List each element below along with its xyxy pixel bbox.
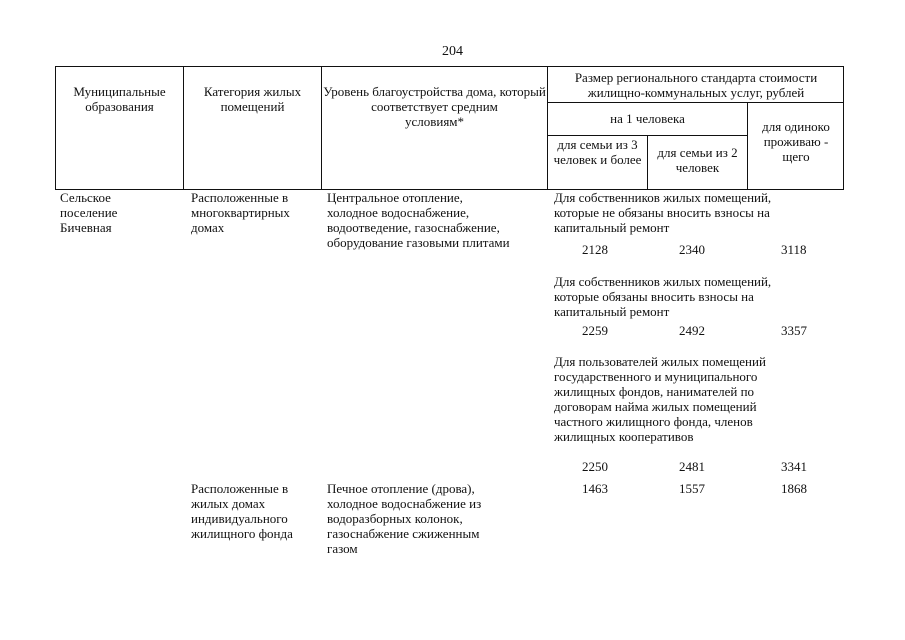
group-3-single-value: 3341 (781, 459, 807, 474)
group-2-single-value: 3357 (781, 323, 807, 338)
header-family3: для семьи из 3 человек и более (553, 137, 642, 167)
row-2-single-value: 1868 (781, 481, 807, 496)
group-2-label: Для собственников жилых помещений, которые обязаны вносить взносы на капитальный ремонт (554, 274, 772, 319)
row-2-family3-value: 1463 (582, 481, 608, 496)
group-3-family3-value: 2250 (582, 459, 608, 474)
header-level: Уровень благоустройства дома, который соответствует средним условиям* (323, 84, 546, 129)
header-municipality: Муниципальные образования (73, 84, 166, 114)
group-1-family2-value: 2340 (679, 242, 705, 257)
header-single: для одиноко проживаю - щего (762, 119, 830, 164)
header-standard: Размер регионального стандарта стоимости жилищно-коммунальных услуг, рублей (574, 70, 818, 100)
group-1-label: Для собственников жилых помещений, которые не обязаны вносить взносы на капитальный ремонт (554, 190, 772, 235)
header-per-person: на 1 человека (610, 111, 685, 126)
table-header (55, 66, 844, 190)
header-category: Категория жилых помещений (203, 84, 302, 114)
group-1-single-value: 3118 (781, 242, 807, 257)
category-individual-houses: Расположенные в жилых домах индивидуального жилищного фонда (191, 481, 293, 541)
page-number: 204 (442, 44, 463, 59)
group-3-label: Для пользователей жилых помещений государственного и муниципального жилищных фондов, нанимателей по договорам найма жилых помещений частного жилищного фонда, членов жилищных кооперативов (554, 354, 766, 444)
category-apartment-buildings: Расположенные в многоквартирных домах (191, 190, 290, 235)
row-divider (547, 102, 843, 103)
group-2-family2-value: 2492 (679, 323, 705, 338)
level-apartment-buildings: Центральное отопление, холодное водоснабжение, водоотведение, газоснабжение, оборудование газовыми плитами (327, 190, 510, 250)
group-3-family2-value: 2481 (679, 459, 705, 474)
header-family2: для семьи из 2 человек (657, 145, 738, 175)
level-individual-houses: Печное отопление (дрова), холодное водоснабжение из водоразборных колонок, газоснабжение сжиженным газом (327, 481, 482, 556)
group-2-family3-value: 2259 (582, 323, 608, 338)
row-2-family2-value: 1557 (679, 481, 705, 496)
group-1-family3-value: 2128 (582, 242, 608, 257)
municipality-name: Сельское поселение Бичевная (60, 190, 118, 235)
